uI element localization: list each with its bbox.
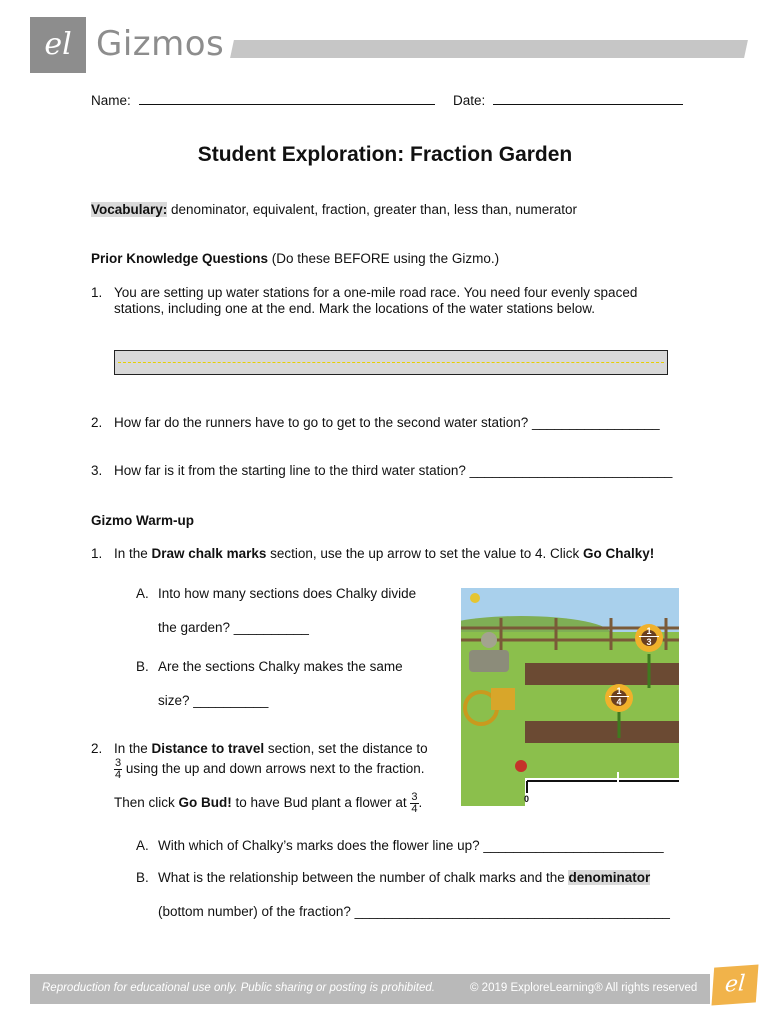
- warmup-q2-end: .: [418, 795, 423, 811]
- warmup-q1-number: 1.: [91, 546, 103, 561]
- q1b-letter: B.: [136, 659, 149, 674]
- fraction-den-2: 4: [411, 803, 418, 815]
- bud-marker-icon: [515, 760, 527, 772]
- vocabulary-label: Vocabulary:: [91, 202, 168, 217]
- fraction-three-quarters-2: [410, 792, 418, 815]
- prior-q1-line1: You are setting up water stations for a one-mile road race. You need four evenly spaced: [114, 285, 638, 300]
- fraction-num: 3: [115, 757, 122, 769]
- warmup-q1-mid: section, use the up arrow to set the value to 4. Click: [266, 546, 584, 561]
- warmup-q1-text: [114, 546, 654, 562]
- flower2-den: 4: [616, 697, 622, 707]
- prior-q2-text: How far do the runners have to go to get to the second water station? _________________: [114, 415, 660, 430]
- warmup-q2-bold1: Distance to travel: [151, 741, 265, 756]
- warmup-q2-line1: [114, 741, 428, 757]
- flower1-label: [639, 626, 659, 647]
- warmup-heading-text: Gizmo Warm-up: [91, 513, 194, 528]
- q1a-line2: the garden? __________: [158, 620, 309, 635]
- soil-row-1: [525, 663, 679, 685]
- fraction-den: 4: [115, 769, 122, 781]
- name-field[interactable]: [139, 104, 435, 105]
- warmup-q2-pre: In the: [114, 741, 152, 756]
- prior-q2-number: 2.: [91, 415, 103, 430]
- q2b-letter: B.: [136, 870, 149, 885]
- vocabulary-text: denominator, equivalent, fraction, greater than, less than, numerator: [167, 202, 578, 217]
- flower2-num: 1: [609, 686, 629, 697]
- date-label: Date:: [453, 93, 486, 108]
- footer-copyright: © 2019 ExploreLearning® All rights reserved: [470, 982, 698, 994]
- warmup-q2-line3-mid: to have Bud plant a flower at: [231, 795, 411, 811]
- number-line-panel: [525, 778, 679, 806]
- axis-zero-label: 0: [524, 794, 530, 804]
- warmup-q2-mid: section, set the distance to: [264, 741, 428, 756]
- prior-q3-text: How far is it from the starting line to the third water station? ___________________________: [114, 463, 673, 478]
- footer-logo-icon: el: [711, 965, 758, 1006]
- warmup-q2-line2-text: using the up and down arrows next to the fraction.: [122, 761, 425, 777]
- q2a-text: With which of Chalky’s marks does the flower line up? ________________________: [158, 838, 664, 853]
- q1b-line2: size? __________: [158, 693, 269, 708]
- flower1-den: 3: [646, 637, 652, 647]
- fraction-garden-image: [461, 588, 679, 806]
- fraction-three-quarters: [114, 758, 122, 781]
- prior-heading-line: [91, 251, 499, 267]
- warmup-q2-bold2: Go Bud!: [178, 795, 232, 811]
- warmup-q2-line3: [114, 792, 422, 815]
- date-row: [453, 93, 683, 109]
- chalky-robot: [469, 650, 509, 672]
- prior-q3-number: 3.: [91, 463, 103, 478]
- prior-note: (Do these BEFORE using the Gizmo.): [268, 251, 500, 266]
- bud-robot: [491, 688, 515, 710]
- name-label: Name:: [91, 93, 131, 108]
- q2a-letter: A.: [136, 838, 149, 853]
- brand-title: Gizmos: [96, 24, 225, 64]
- q2b-line1: [158, 870, 650, 886]
- page-title: Student Exploration: Fraction Garden: [197, 143, 573, 166]
- header-bar: [230, 40, 748, 58]
- warmup-q1-bold1: Draw chalk marks: [151, 546, 267, 561]
- vocabulary-line: [91, 202, 577, 218]
- name-row: [91, 93, 435, 109]
- warmup-q1-pre: In the: [114, 546, 152, 561]
- q1b-line1: Are the sections Chalky makes the same: [158, 659, 403, 674]
- prior-heading: Prior Knowledge Questions: [91, 251, 269, 266]
- road-center-line: [118, 362, 664, 363]
- q1a-letter: A.: [136, 586, 149, 601]
- warmup-q2-number: 2.: [91, 741, 103, 756]
- warmup-q2-line2: [114, 758, 425, 781]
- prior-q1-number: 1.: [91, 285, 103, 300]
- q2b-denominator: denominator: [568, 870, 651, 885]
- flower1-num: 1: [639, 626, 659, 637]
- footer-notice: Reproduction for educational use only. Public sharing or posting is prohibited.: [42, 982, 435, 994]
- warmup-q2-line3-pre: Then click: [114, 795, 179, 811]
- date-field[interactable]: [493, 104, 683, 105]
- q2b-line2: (bottom number) of the fraction? __________________________________________: [158, 904, 670, 919]
- explorelearning-logo-icon: el: [44, 27, 72, 62]
- soil-row-2: [525, 721, 679, 743]
- prior-q1-line2: stations, including one at the end. Mark the locations of the water stations below.: [114, 301, 596, 316]
- q2b-pre: What is the relationship between the number of chalk marks and the: [158, 870, 569, 885]
- chalky-head: [481, 632, 497, 648]
- warmup-heading: [91, 513, 194, 529]
- flower2-label: [609, 686, 629, 707]
- fraction-num-2: 3: [411, 791, 418, 803]
- q1a-line1: Into how many sections does Chalky divide: [158, 586, 417, 601]
- bee-icon: [470, 593, 480, 603]
- warmup-q1-bold2: Go Chalky!: [583, 546, 655, 561]
